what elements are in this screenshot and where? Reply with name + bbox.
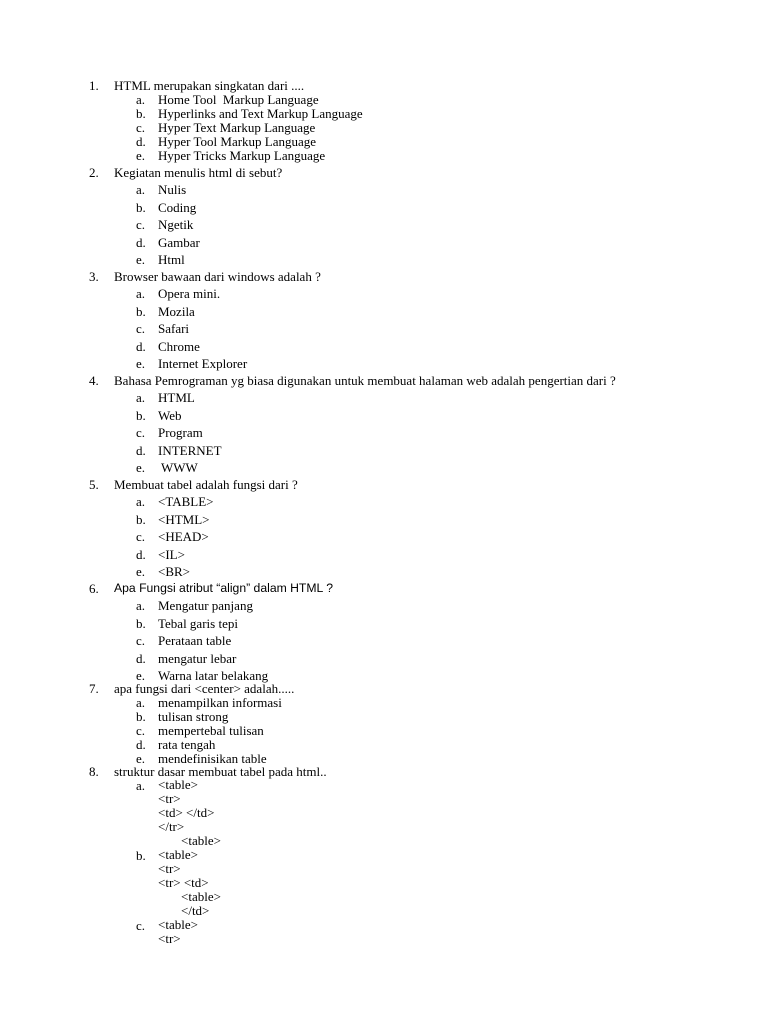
option-letter: b. [136,615,146,631]
code-line: <tr> [158,931,181,946]
option-letter: a. [136,598,146,613]
option-text: INTERNET [158,442,222,458]
option-letter: a. [136,695,146,710]
option-code-b [0,848,768,918]
option-text: Ngetik [158,217,194,232]
option-letter: c. [136,120,146,135]
code-line: <tr> [158,861,181,876]
option-letter: b. [136,303,146,319]
option-letter: b. [136,407,146,423]
option-text: <TABLE> [158,494,214,509]
question-text: apa fungsi dari <center> adalah..... [114,681,295,696]
option-text: menampilkan informasi [158,695,282,710]
question-number: 6. [89,581,99,596]
option-text: Gambar [158,234,200,250]
option-text: Chrome [158,338,200,354]
option-letter: d. [136,234,146,250]
question-number: 4. [89,373,99,388]
option-letter: d. [136,442,146,458]
question-number: 2. [89,165,99,180]
option-code-c [0,918,768,946]
option-text: <BR> [158,564,191,579]
option-text: Mozila [158,303,195,319]
option-text: Nulis [158,182,187,197]
question-text: Browser bawaan dari windows adalah ? [114,269,321,284]
option-letter: e. [136,252,146,267]
option-letter: e. [136,564,146,579]
option-letter: e. [136,668,146,683]
code-line: </td> [181,903,210,918]
code-line: <table> [158,847,198,862]
option-letter: c. [136,723,146,738]
question-text: struktur dasar membuat tabel pada html.. [114,764,327,779]
question-number: 8. [89,764,99,779]
option-text: <HTML> [158,511,210,527]
option-text: HTML [158,390,195,405]
question-text: Bahasa Pemrograman yg biasa digunakan untuk membuat halaman web adalah pengertian dari ? [114,373,616,388]
question-number: 3. [89,269,99,284]
option-letter: a. [136,182,146,197]
code-line: <tr> [158,791,181,806]
option-letter: b. [136,848,146,863]
option-letter: a. [136,390,146,405]
option-letter: d. [136,650,146,666]
option-letter: d. [136,338,146,354]
option-text: Mengatur panjang [158,598,253,613]
option-text: Opera mini. [158,286,221,301]
question-number: 7. [89,681,99,696]
option-text: Hyper Tricks Markup Language [158,148,326,163]
option-text: Hyper Text Markup Language [158,120,316,135]
option-letter: c. [136,217,146,232]
question-text: Apa Fungsi atribut “align” dalam HTML ? [114,581,334,595]
option-letter: b. [136,709,146,724]
question-number: 1. [89,78,99,93]
option-text: rata tengah [158,737,216,752]
option-text: Program [158,425,203,440]
option-letter: e. [136,751,146,766]
option-letter: c. [136,633,146,648]
option-text: tulisan strong [158,709,229,724]
option-text: mendefinisikan table [158,751,267,766]
option-text: Warna latar belakang [158,668,269,683]
option-letter: a. [136,778,146,793]
option-letter: d. [136,546,146,562]
option-text: <HEAD> [158,529,209,544]
option-text: <IL> [158,546,185,562]
option-text: Hyperlinks and Text Markup Language [158,106,363,121]
option-letter: e. [136,460,146,475]
option-text: Hyper Tool Markup Language [158,134,317,149]
question-text: Membuat tabel adalah fungsi dari ? [114,477,298,492]
option-letter: d. [136,737,146,752]
code-line: </tr> [158,819,185,834]
option-letter: e. [136,148,146,163]
option-text: Html [158,252,185,267]
option-letter: c. [136,425,146,440]
option-text: Safari [158,321,190,336]
code-line: <table> [158,777,198,792]
option-text: Home Tool Markup Language [158,92,319,107]
question-text: Kegiatan menulis html di sebut? [114,165,283,180]
option-text: mempertebal tulisan [158,723,264,738]
option-letter: d. [136,134,146,149]
option-letter: b. [136,106,146,121]
option-text: Tebal garis tepi [158,615,238,631]
option-text: Web [158,407,182,423]
code-line: <table> [181,889,221,904]
question-text: HTML merupakan singkatan dari .... [114,78,305,93]
option-code-a [0,778,768,848]
option-letter: b. [136,511,146,527]
option-letter: a. [136,92,146,107]
option-letter: a. [136,286,146,301]
code-line: <tr> <td> [158,875,209,890]
code-line: <table> [158,917,198,932]
option-text: Coding [158,199,197,215]
code-line: <td> </td> [158,805,215,820]
option-letter: c. [136,918,146,933]
code-line: <table> [181,833,221,848]
option-text: WWW [158,460,198,475]
option-letter: c. [136,321,146,336]
option-letter: c. [136,529,146,544]
question-number: 5. [89,477,99,492]
option-text: mengatur lebar [158,650,237,666]
option-text: Internet Explorer [158,356,248,371]
option-letter: e. [136,356,146,371]
option-letter: b. [136,199,146,215]
option-letter: a. [136,494,146,509]
option-text: Perataan table [158,633,232,648]
